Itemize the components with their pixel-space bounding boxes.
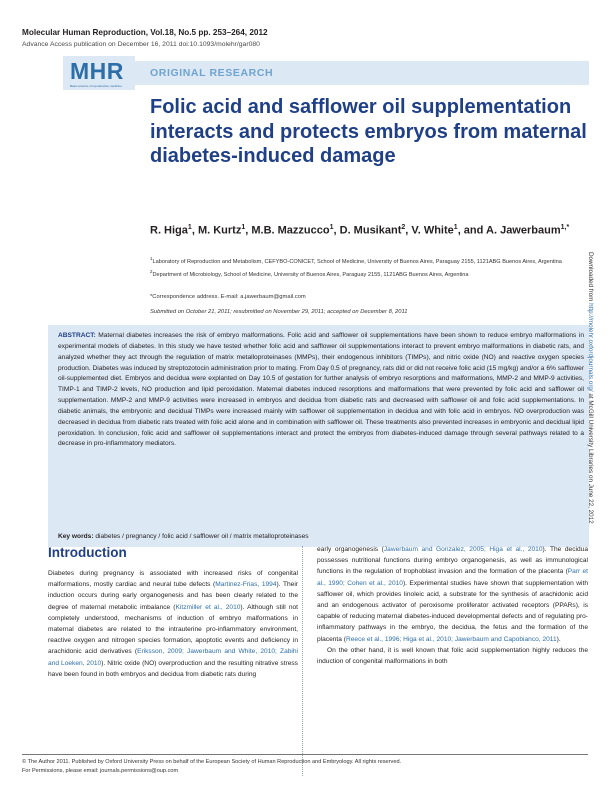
- author-affiliation-mark: 1: [329, 224, 334, 231]
- reference-link[interactable]: Eriksson, 2009; Jawerbaum and White, 2010; Zabihi and Loeken, 2010: [48, 648, 298, 667]
- abstract-text: Maternal diabetes increases the risk of embryo malformations. Folic acid and safflower oil supplementations have been shown to reduce embryo malformations in experimental models of diabetes. In this study we have tested whether folic acid and safflower oil supplementations interact to prevent embryo malformations in diabetic rats, and analyzed whether they act through the regulation of matrix metalloproteinases (MMPs), their endogenous inhibitors (TIMPs), and nitric oxide (NO) and reactive oxygen species production. Diabetes was induced by streptozotocin administration prior to mating. From Day 0.5 of pregnancy, rats did or did not receive folic acid (15 mg/kg) and/or a 6% safflower oil-supplemented diet. Embryos and decidua were explanted on Day 10.5 of gestation for further analysis of embryo resorptions and malformations, MMP-2 and MMP-9 activities, TIMP-1 and TIMP-2 levels, NO production and lipid peroxidation. Maternal diabetes induced resorptions and malformations that were prevented by folic acid and safflower oil supplementation. MMP-2 and MMP-9 activities were increased in embryos and decidua from diabetic rats and decreased with safflower oil and folic acid supplementations. In diabetic animals, the embryonic and decidual TIMPs were increased mainly with safflower oil supplementation in decidua and with folic acid in embryos. NO overproduction was decreased in decidua from diabetic rats treated with folic acid alone and in combination with safflower oil. These treatments also prevented increases in embryonic and decidual lipid peroxidation. In conclusion, folic acid and safflower oil supplementations interact and protect the embryos from diabetes-induced damage through several pathways related to a decrease in pro-inflammatory mediators.: [58, 332, 584, 448]
- author-name: M.B. Mazzucco: [251, 224, 330, 237]
- reference-link[interactable]: Parr et al., 1990; Cohen et al., 2010: [317, 568, 588, 587]
- abstract-label: ABSTRACT:: [58, 332, 96, 339]
- journal-logo: MHR: [70, 58, 124, 84]
- section-label: ORIGINAL RESEARCH: [150, 67, 274, 79]
- body-text: ). Experimental studies have shown that supplementation with safflower oil, which provides linoleic acid, a substrate for the synthesis of arachidonic acid and an endogenous activator of peroxisome proliferator activated receptors (PPARs), is capable of reducing maternal diabetes-induced developmental defects and of regulating pro-inflammatory pathways in the embryo, the decidua, the fetus and the formation of the placenta (: [317, 579, 588, 643]
- author-affiliation-mark: 2: [401, 224, 406, 231]
- body-text: ). Their induction occurs during early organogenesis and has been clearly related to the degree of maternal metabolic imbalance (: [48, 581, 298, 611]
- affiliation-mark: 2: [150, 269, 153, 275]
- section-banner: [63, 58, 589, 85]
- affiliation-mark: 1: [150, 256, 153, 261]
- author-name: R. Higa: [150, 224, 188, 237]
- watermark-text: Downloaded from: [587, 252, 594, 304]
- body-text: ). Although still not completely understood, mechanisms of induction of embryo malformations in maternal diabetes are related to the intrauterine pro-inflammatory environment, reactive oxygen and nitrogen species formation, apoptotic events and deficiency in arachidonic acid derivatives (: [48, 603, 298, 656]
- advance-access-line: Advance Access publication on December 16, 2011 doi:10.1093/molehr/gar080: [22, 41, 260, 48]
- author-name: M. Kurtz: [197, 224, 242, 237]
- keywords: [58, 533, 584, 540]
- paper-title: Folic acid and safflower oil supplementation interacts and protects embryos from maternal diabetes-induced damage: [150, 96, 587, 167]
- reference-link[interactable]: Reece et al., 1996; Higa et al., 2010; Jawerbaum and Capobianco, 2011: [345, 635, 557, 643]
- author-list: R. Higa$^1$, M. Kurtz$^1$, M.B. Mazzucco$^1$, D. Musikant$^2$, V. White$^1$, and A. Jawerbaum$^{1,*}$: [150, 224, 570, 237]
- author-affiliation-mark: 1: [453, 224, 458, 231]
- author-name: A. Jawerbaum: [486, 224, 561, 237]
- author-name: V. White: [411, 224, 454, 237]
- footer-rule: [22, 754, 588, 755]
- author-name: D. Musikant: [339, 224, 402, 237]
- body-text: Diabetes during pregnancy is associated with increased risks of congenital malformations, mostly cardiac and neural tube defects (: [48, 570, 298, 589]
- body-column-left: [48, 568, 298, 680]
- keywords-text: diabetes / pregnancy / folic acid / safflower oil / matrix metalloproteinases: [93, 533, 309, 540]
- introduction-heading: Introduction: [48, 545, 127, 560]
- body-column-right: [317, 544, 588, 667]
- column-divider: [302, 546, 303, 776]
- author-affiliation-mark: 1,*: [560, 224, 570, 231]
- submission-dates: Submitted on October 21, 2011; resubmitted on November 29, 2011; accepted on December 8, 2011: [150, 309, 408, 315]
- body-text: ). Nitric oxide (NO) overproduction and the resulting nitrative stress have been found in both embryos and decidua from diabetic rats during: [48, 659, 298, 678]
- body-text: ).: [556, 635, 561, 643]
- copyright-notice: © The Author 2011. Published by Oxford University Press on behalf of the European Society of Human Reproduction and Embryology. All rights reserved.: [22, 759, 402, 765]
- body-text: early organogenesis (: [317, 546, 384, 553]
- reference-link[interactable]: Jawerbaum and Gonzalez, 2005; Higa et al., 2010: [383, 546, 543, 553]
- keywords-label: Key words:: [58, 533, 94, 540]
- download-watermark: [587, 252, 594, 524]
- affiliations: [150, 254, 580, 280]
- body-text: ). The decidua possesses nutritional functions during embryo organogenesis, as well as immunological functions in the regulation of trophoblast invasion and the formation of the placenta (: [317, 546, 588, 576]
- affiliation-text: Laboratory of Reproduction and Metabolism, CEFYBO-CONICET, School of Medicine, University of Buenos Aires, Paraguay 2155, 1121ABG Buenos Aires, Argentina: [152, 258, 562, 265]
- body-text: On the other hand, it is well known that folic acid supplementation highly reduces the induction of congenital malformations in both: [317, 646, 588, 666]
- journal-citation: Molecular Human Reproduction, Vol.18, No.5 pp. 253–264, 2012: [22, 28, 268, 37]
- correspondence-address: *Correspondence address. E-mail: a.jawerbaum@gmail.com: [150, 294, 306, 300]
- watermark-text: at McGill University Libraries on June 22, 2012: [587, 391, 594, 524]
- reference-link[interactable]: Kitzmiller et al., 2010: [175, 603, 241, 611]
- author-affiliation-mark: 1: [241, 224, 246, 231]
- permissions-notice: For Permissions, please email: journals.permissions@oup.com: [22, 768, 179, 774]
- watermark-link[interactable]: http://molehr.oxfordjournals.org/: [587, 303, 594, 392]
- affiliation-text: Department of Microbiology, School of Medicine, University of Buenos Aires, Paraguay 2155, 1121ABG Buenos Aires, Argentina: [152, 271, 469, 278]
- reference-link[interactable]: Martinez-Frias, 1994: [215, 581, 277, 589]
- author-affiliation-mark: 1: [187, 224, 192, 231]
- abstract: [58, 331, 584, 450]
- journal-logo-subtext: Basic science of reproductive medicine: [70, 84, 122, 88]
